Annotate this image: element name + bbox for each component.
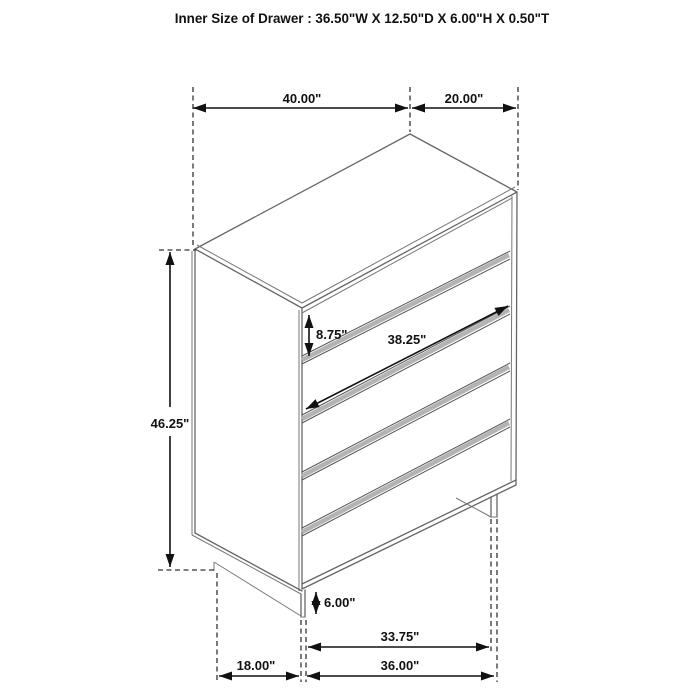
drawing-title: Inner Size of Drawer : 36.50"W X 12.50"D X 6.00"H X 0.50"T [174,11,550,26]
dim-top-drawer-height-label: 8.75" [316,327,348,342]
projection-lines [158,87,518,682]
dim-floor-depth [219,658,299,676]
dim-floor-depth-label: 18.00" [236,658,276,673]
front-left-leg [301,590,305,617]
dim-top-width-label: 40.00" [282,91,322,106]
drawer-separators [302,251,510,536]
dim-drawer-face-width [306,306,508,409]
drawer-separator-2 [302,306,510,423]
dim-overall-height [151,252,190,567]
drawer-separator-3 [302,363,510,480]
drawer-separator-1 [302,251,510,364]
dim-overall-height-label: 46.25" [150,416,190,431]
dim-leg-span-width-label: 33.75" [380,629,420,644]
chest-illustration [192,134,517,617]
cabinet-front-face [299,192,517,591]
drawer-separator-4 [302,419,510,536]
dim-leg-height [316,592,355,614]
dim-leg-span-width [308,629,489,647]
dim-top-depth [412,91,516,108]
cabinet-top-face [195,134,517,308]
dim-top-depth-label: 20.00" [444,91,484,106]
dim-drawer-face-width-label: 38.25" [387,332,427,347]
dim-floor-width-label: 36.00" [380,658,420,673]
dim-floor-width [307,658,494,676]
dim-leg-height-label: 6.00" [324,595,356,610]
dim-top-width [193,91,408,108]
cabinet-side-panel [192,249,302,616]
